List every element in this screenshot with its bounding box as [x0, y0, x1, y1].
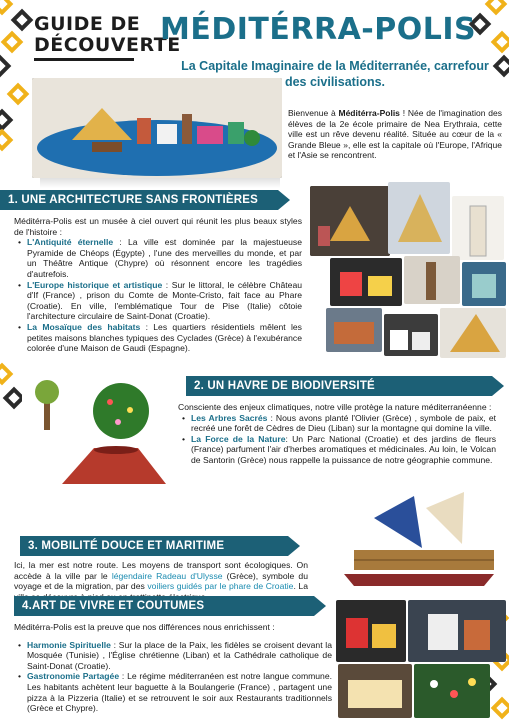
frame-diamond	[0, 129, 13, 152]
collage-photo	[440, 308, 506, 358]
section-4-title: 4.ART DE VIVRE ET COUTUMES	[22, 600, 205, 612]
collage-photo	[388, 182, 450, 254]
raft-link[interactable]: légendaire Radeau d'Ulysse	[111, 570, 223, 581]
olive-tree-photo	[22, 376, 72, 438]
guide-line-1: GUIDE DE	[34, 13, 141, 35]
section-3-text: Ici, la mer est notre route. Les moyens de transport sont écologiques. On accède à la ville par le	[14, 560, 308, 581]
guide-title	[34, 14, 181, 56]
list-item	[178, 413, 496, 434]
section-1-body	[14, 216, 302, 354]
list-item	[14, 280, 302, 322]
section-1-title: 1. UNE ARCHITECTURE SANS FRONTIÈRES	[8, 194, 259, 206]
intro-text: Bienvenue à	[288, 108, 339, 118]
item-term: Gastronomie Partagée	[27, 671, 120, 682]
item-term: La Mosaïque des habitats	[27, 321, 141, 332]
section-3-text: (Grèce), symbole du voyage et de la migration, par des	[14, 570, 308, 592]
frame-diamond	[0, 363, 13, 386]
collage-photo	[336, 600, 406, 662]
section-2-title: 2. UN HAVRE DE BIODIVERSITÉ	[194, 380, 375, 392]
collage-photo	[330, 258, 402, 306]
section-1-lead: Méditérra-Polis est un musée à ciel ouvert qui réunit les plus beaux styles de l'histoire :	[14, 216, 302, 237]
section-1-banner	[0, 190, 278, 210]
item-term: Harmonie Spirituelle	[27, 639, 111, 650]
collage-photo	[408, 600, 506, 662]
frame-diamond	[11, 9, 34, 32]
frame-diamond	[0, 0, 13, 15]
section-4-body	[14, 622, 332, 714]
collage-photo	[310, 186, 390, 256]
list-item	[14, 237, 302, 279]
list-item	[178, 434, 496, 466]
section-2-banner	[186, 376, 492, 396]
item-text: : Les quartiers résidentiels mêlent les petites maisons blanches typiques des Cyclades (Grèce) à l'exubérance colorée d'une Maison de Gaudi (Espagne).	[27, 321, 302, 354]
collage-photo	[326, 308, 382, 352]
section-3-title: 3. MOBILITÉ DOUCE ET MARITIME	[28, 540, 225, 552]
frame-diamond	[485, 0, 508, 15]
item-text: : Un Parc National (Croatie) et des jardins de fleurs (France) parfument l'air d'herbes aromatiques et médicinales. Au loin, le Volcan de Santorin (Grèce) nous rappelle la puissance de notre géographie commune.	[191, 433, 496, 465]
frame-diamond	[7, 83, 30, 106]
section-2-body	[178, 402, 496, 466]
collage-photo	[404, 256, 460, 304]
item-text: : Sur la place de la Paix, les fidèles se croisent devant la Mosquée (Tunisie) , l'Église chrétienne (Liban) et la Cathédrale catholique de Saint-Donat (Croatie).	[27, 639, 332, 671]
collage-photo	[462, 262, 506, 306]
volcano-photo	[58, 440, 170, 486]
collage-photo	[452, 196, 504, 260]
guide-line-2: DÉCOUVERTE	[34, 34, 181, 56]
raft-photo	[334, 488, 504, 590]
section-3-text: . La	[293, 581, 308, 592]
item-text: : Le régime méditerranéen est notre langue commune. Les habitants achètent leur baguette à la Boulangerie (France) , partagent une pizza à la Pizzeria (Italie) et se retrouvent le soir aux Restaurants traditionnels (Grèce et Chypre).	[27, 671, 332, 714]
intro-paragraph	[288, 108, 502, 161]
collage-photo	[338, 664, 412, 718]
collage-photo	[384, 314, 438, 356]
section-3-banner	[20, 536, 288, 556]
list-item	[14, 640, 332, 672]
city-model-photo	[32, 78, 282, 178]
frame-diamond	[491, 697, 509, 720]
frame-diamond	[491, 31, 509, 54]
section-2-list	[178, 413, 496, 466]
list-item	[14, 671, 332, 713]
intro-text: ! Née de l'imagination des élèves de la 2e école primaire de Nea Erythraia, cette ville est un rêve devenu réalité. Située au cœur de la « Grande Bleue », elle est la capitale où l'Europe, l'Afrique et l'Asie se rencontrent.	[288, 108, 502, 160]
page-subtitle: La Capitale Imaginaire de la Méditerranée, carrefour des civilisations.	[181, 59, 489, 89]
item-text: : Sur le littoral, le célèbre Château d'If (France) , prison du Comte de Monte-Cristo, fait face au Phare (Croatie). En ville, l'emblématique Tour de Pise (Italie) côtoie l'architecture circulaire de Saint-Donat (Croatie).	[27, 279, 303, 322]
photo-shadow	[40, 178, 280, 188]
item-term: L'Europe historique et artistique	[27, 279, 163, 290]
item-text: : La ville est dominée par la majestueuse Pyramide de Chéops (Égypte) , l'une des merveilles du monde, et par un Théâtre Antique (Chypre) où résonnent encore les tragédies d'autrefois.	[27, 237, 302, 279]
title-underline	[34, 58, 134, 61]
forest-photo	[88, 380, 154, 442]
list-item	[14, 322, 302, 354]
section-4-lead: Méditérra-Polis est la preuve que nos différences nous enrichissent :	[14, 622, 275, 632]
item-term: Les Arbres Sacrés	[191, 412, 268, 423]
page-title: MÉDITÉRRA-POLIS	[160, 12, 477, 47]
frame-diamond	[0, 55, 11, 78]
sailboats-link[interactable]: voiliers guidés par le phare de Croatie	[147, 581, 294, 592]
section-1-list	[14, 237, 302, 354]
item-term: La Force de la Nature	[191, 433, 286, 444]
frame-diamond	[1, 31, 24, 54]
item-term: L'Antiquité éternelle	[27, 237, 114, 248]
section-4-banner	[14, 596, 314, 616]
section-4-list	[14, 640, 332, 714]
item-text: : Nous avons planté l'Olivier (Grèce) , symbole de paix, et recréé une forêt de Cèdres de Dieu (Liban) sur la montagne qui domine la ville.	[191, 412, 496, 434]
intro-city-name: Méditérra-Polis	[338, 108, 400, 118]
section-2-lead: Consciente des enjeux climatiques, notre ville protège la nature méditerranéenne :	[178, 402, 492, 412]
collage-photo	[414, 664, 490, 718]
